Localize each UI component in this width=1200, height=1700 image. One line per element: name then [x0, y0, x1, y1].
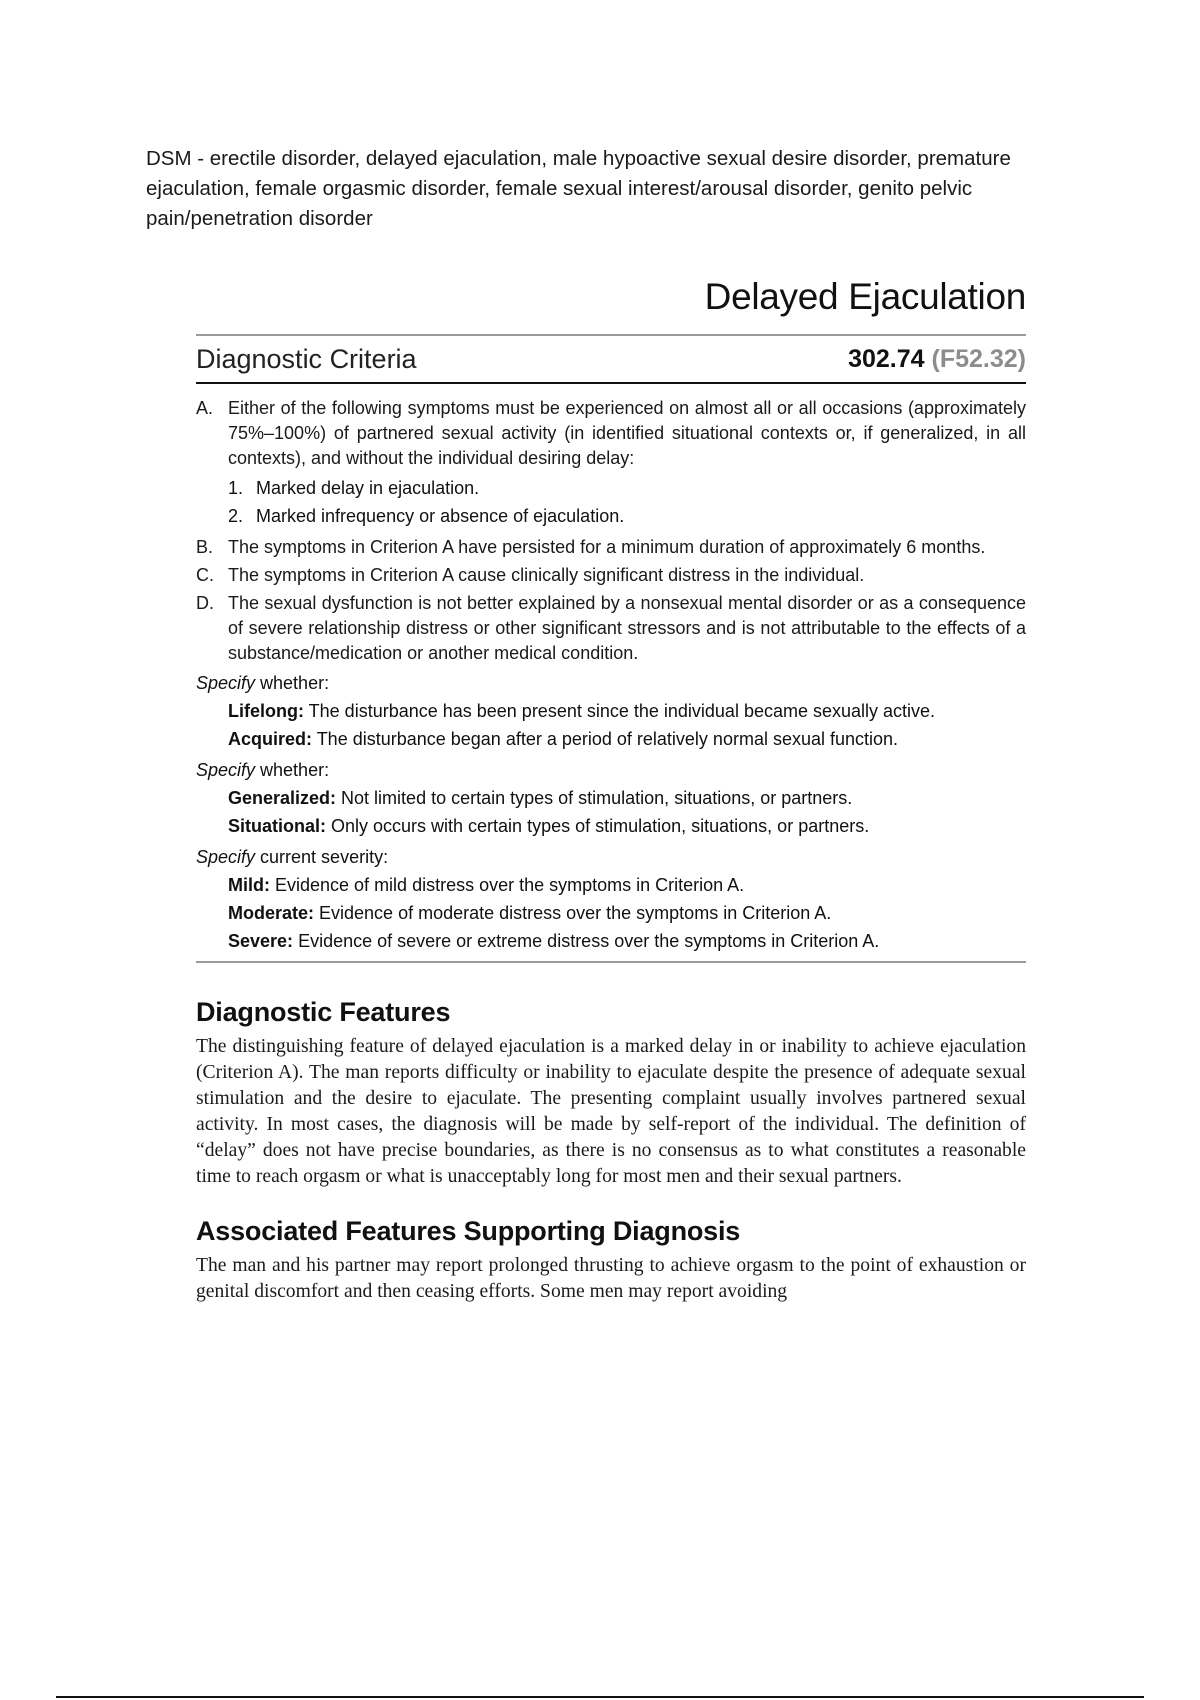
- specifier-option: [228, 697, 1026, 725]
- option-text: The disturbance began after a period of relatively normal sexual function.: [312, 729, 899, 749]
- specifier-option: [228, 725, 1026, 753]
- criterion-text: The symptoms in Criterion A cause clinically significant distress in the individual.: [228, 565, 865, 585]
- item-number: 1.: [228, 478, 244, 498]
- specify-keyword: Specify: [196, 673, 256, 693]
- item-text: Marked delay in ejaculation.: [256, 478, 480, 498]
- criterion-a-item: [228, 475, 1026, 501]
- specify-rest: whether:: [255, 673, 330, 693]
- criterion-a: [196, 396, 1026, 471]
- criterion-b: [196, 535, 1026, 560]
- section-title-diagnostic-features: Diagnostic Features: [196, 997, 451, 1027]
- specifier-heading: [196, 670, 1026, 697]
- section-text-associated-features: The man and his partner may report prolonged thrusting to achieve orgasm to the point of exhaustion or genital discomfort and then ceasing efforts. Some men may report avoiding: [196, 1255, 1026, 1302]
- criterion-letter: A.: [196, 398, 214, 418]
- page-bottom-rule: [56, 1696, 1144, 1698]
- section-text-diagnostic-features: The distinguishing feature of delayed ejaculation is a marked delay in or inability to achieve ejaculation (Criterion A). The man reports difficulty or inability to ejaculate despite the presence of adequate sexual stimulation and the desire to ejaculate. The presenting complaint usually involves partnered sexual activity. In most cases, the diagnosis will be made by self-report of the individual. The definition of “delay” does not have precise boundaries, as there is no consensus as to what constitutes a reasonable time to reach orgasm or what is unacceptably long for most men and their sexual partners.: [196, 1036, 1026, 1187]
- option-text: Not limited to certain types of stimulation, situations, or partners.: [336, 788, 853, 808]
- option-text: Evidence of severe or extreme distress over the symptoms in Criterion A.: [293, 931, 880, 951]
- specifier-option: [228, 871, 1026, 899]
- criteria-end-rule: [196, 961, 1026, 963]
- specifier-option: [228, 927, 1026, 955]
- criterion-a-items: [196, 475, 1026, 529]
- option-name: Generalized:: [228, 788, 337, 808]
- option-name: Severe:: [228, 931, 294, 951]
- criterion-text: The symptoms in Criterion A have persisted for a minimum duration of approximately 6 months.: [228, 537, 986, 557]
- specify-rest: current severity:: [255, 847, 389, 867]
- option-name: Lifelong:: [228, 701, 304, 721]
- specifier-option: [228, 812, 1026, 840]
- option-text: Only occurs with certain types of stimulation, situations, or partners.: [326, 816, 870, 836]
- specify-keyword: Specify: [196, 760, 256, 780]
- criterion-a-item: [228, 503, 1026, 529]
- criterion-letter: B.: [196, 537, 214, 557]
- specifier-option: [228, 784, 1026, 812]
- disorder-title: Delayed Ejaculation: [704, 276, 1026, 317]
- item-text: Marked infrequency or absence of ejaculation.: [256, 506, 625, 526]
- criterion-c: [196, 563, 1026, 588]
- option-name: Acquired:: [228, 729, 313, 749]
- criterion-d: [196, 591, 1026, 666]
- option-text: Evidence of moderate distress over the symptoms in Criterion A.: [314, 903, 832, 923]
- section-title-associated-features: Associated Features Supporting Diagnosis: [196, 1216, 741, 1246]
- specifier-option: [228, 899, 1026, 927]
- specifier-heading: [196, 757, 1026, 784]
- criteria-label: Diagnostic Criteria: [196, 343, 417, 374]
- option-name: Moderate:: [228, 903, 315, 923]
- option-name: Mild:: [228, 875, 270, 895]
- option-text: Evidence of mild distress over the symptoms in Criterion A.: [270, 875, 745, 895]
- document-body: [196, 276, 1026, 1305]
- criterion-letter: C.: [196, 565, 214, 585]
- diagnostic-code: [848, 345, 1026, 374]
- option-name: Situational:: [228, 816, 326, 836]
- criteria-header: [196, 334, 1026, 384]
- option-text: The disturbance has been present since the individual became sexually active.: [303, 701, 936, 721]
- specify-rest: whether:: [255, 760, 330, 780]
- specify-keyword: Specify: [196, 847, 256, 867]
- item-number: 2.: [228, 506, 244, 526]
- icd-code: (F52.32): [931, 344, 1026, 373]
- criterion-letter: D.: [196, 593, 214, 613]
- criterion-text: The sexual dysfunction is not better explained by a nonsexual mental disorder or as a consequence of severe relationship distress or other significant stressors and is not attributable to the effects of a substance/medication or another medical condition.: [228, 593, 1026, 663]
- note-text: DSM - erectile disorder, delayed ejaculation, male hypoactive sexual desire disorder, premature ejaculation, female orgasmic disorder, female sexual interest/arousal disorder, genito pelvic pain/penetration disorder: [146, 147, 1011, 230]
- criterion-text: Either of the following symptoms must be experienced on almost all or all occasions (approximately 75%–100%) of partnered sexual activity (in identified situational contexts or, if generalized, in all contexts), and without the individual desiring delay:: [228, 398, 1026, 468]
- dsm-code: 302.74: [848, 344, 925, 373]
- specifier-heading: [196, 844, 1026, 871]
